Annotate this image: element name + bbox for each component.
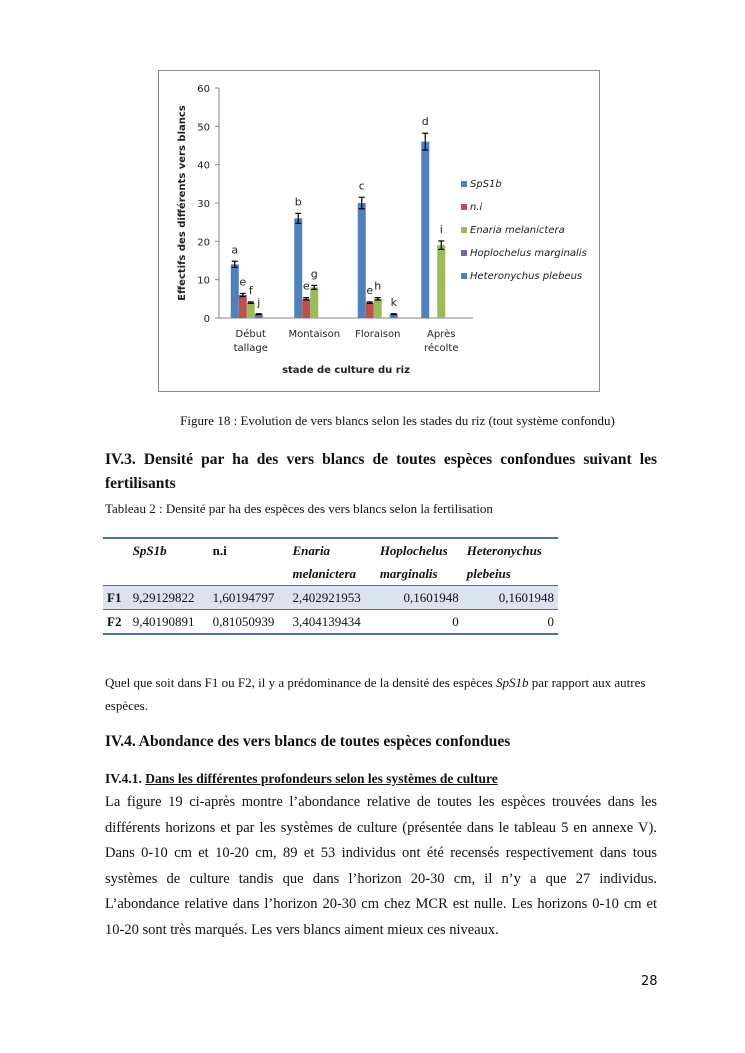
text: par rapport aux autres espèces. xyxy=(105,675,646,713)
bar-n-i xyxy=(302,299,310,318)
table-cell: 9,40190891 xyxy=(132,613,195,629)
legend-swatch xyxy=(461,181,467,187)
table-cell: 2,402921953 xyxy=(292,589,361,605)
text: Quel que soit dans F1 ou F2, il y a prédominance de la densité des espèces xyxy=(105,675,496,690)
legend-label: Enaria melanictera xyxy=(470,225,565,236)
significance-letter: a xyxy=(231,243,239,257)
chart-svg xyxy=(159,71,601,393)
significance-letter: i xyxy=(439,222,443,236)
table-cell: 0,81050939 xyxy=(212,613,275,629)
table-cell: 0,1601948 xyxy=(403,589,459,605)
significance-letter: e xyxy=(366,283,374,297)
table-cell: 0 xyxy=(452,613,459,629)
y-tick-label: 20 xyxy=(197,237,210,249)
legend-label: Hoplochelus marginalis xyxy=(470,248,587,259)
significance-letter: g xyxy=(310,267,318,281)
bar-sps1b xyxy=(231,264,239,318)
table-header-row-2 xyxy=(103,562,558,586)
col-header-ni: n.i xyxy=(212,542,227,558)
table-cell: 3,404139434 xyxy=(292,613,361,629)
section-heading-iv4: IV.4. Abondance des vers blancs de toutes espèces confondues xyxy=(105,733,511,750)
legend-swatch xyxy=(461,273,467,279)
bar-sps1b xyxy=(294,218,302,318)
table-cell: 0 xyxy=(547,613,554,629)
table-row xyxy=(103,586,558,610)
x-tick-label: récolte xyxy=(423,343,459,354)
x-tick-label: Montaison xyxy=(288,329,341,340)
significance-letter: b xyxy=(294,195,302,209)
y-tick-label: 0 xyxy=(203,314,210,325)
col-header-hoplochelus-2: marginalis xyxy=(379,565,438,581)
legend-swatch xyxy=(461,227,467,233)
table-cell: 1,60194797 xyxy=(212,589,275,605)
legend-swatch xyxy=(461,250,467,256)
col-header-enaria: Enaria xyxy=(292,542,331,558)
subsection-number: IV.4.1. xyxy=(105,771,146,786)
y-tick-label: 30 xyxy=(197,199,210,210)
bar-sps1b xyxy=(421,142,429,318)
table-cell: 9,29129822 xyxy=(132,589,195,605)
y-tick-label: 10 xyxy=(197,275,210,287)
significance-letter: k xyxy=(390,295,397,309)
bar-enaria-melanictera xyxy=(310,287,318,318)
density-table xyxy=(103,537,558,635)
col-header-sps1b: SpS1b xyxy=(132,542,167,558)
x-tick-label: Après xyxy=(427,329,456,340)
subsection-title: Dans les différentes profondeurs selon les systèmes de culture xyxy=(145,771,498,786)
table-caption: Tableau 2 : Densité par ha des espèces des vers blancs selon la fertilisation xyxy=(105,501,493,516)
paragraph-abundance: La figure 19 ci-après montre l’abondance relative de toutes les espèces trouvées dans les différents horizons et par les systèmes de culture (présentée dans le tableau 5 en annexe V). Dans 0-10 cm et 10-20 cm, 89 et 53 individus ont été recensés respectivement dans tous systèmes de culture tandis que dans l’horizon 20-30 cm, il n’y a que 27 individus. L’abondance relative dans l’horizon 20-30 cm chez MCR est nulle. Les horizons 0-10 cm et 10-20 sont très marqués. Les vers blancs aiment mieux ces niveaux. xyxy=(105,794,657,938)
x-tick-label: Floraison xyxy=(355,329,401,340)
significance-letter: h xyxy=(374,279,382,293)
section-heading-iv3: IV.3. Densité par ha des vers blancs de toutes espèces confondues suivant les xyxy=(105,451,657,468)
x-tick-label: Début xyxy=(235,329,266,340)
bar-n-i xyxy=(366,303,374,318)
table-cell: 0,1601948 xyxy=(498,589,554,605)
col-header-heteronychus: Heteronychus xyxy=(466,542,542,558)
x-tick-label: tallage xyxy=(233,343,268,354)
significance-letter: e xyxy=(302,279,310,293)
x-axis-title: stade de culture du riz xyxy=(282,365,410,376)
legend-label: n.i xyxy=(470,202,483,213)
row-label: F1 xyxy=(107,589,122,605)
page-number: 28 xyxy=(641,974,658,989)
species-name: SpS1b xyxy=(496,675,529,690)
bar-sps1b xyxy=(358,203,366,318)
bar-enaria-melanictera xyxy=(247,303,255,318)
table-row xyxy=(103,610,558,635)
row-label: F2 xyxy=(107,613,122,629)
col-header-heteronychus-2: plebeius xyxy=(466,565,511,581)
figure-18-chart xyxy=(158,70,600,392)
legend-label: SpS1b xyxy=(470,179,502,190)
significance-letter: f xyxy=(248,283,253,297)
bar-enaria-melanictera xyxy=(437,245,445,318)
paragraph-predominance xyxy=(105,671,657,717)
legend-swatch xyxy=(461,204,467,210)
col-header-hoplochelus: Hoplochelus xyxy=(379,542,448,558)
significance-letter: d xyxy=(421,115,429,129)
significance-letter: e xyxy=(239,275,247,289)
col-header-enaria-2: melanictera xyxy=(292,565,357,581)
section-heading-iv3-cont: fertilisants xyxy=(105,475,176,492)
table-header-row xyxy=(103,538,558,562)
y-tick-label: 50 xyxy=(197,122,210,134)
significance-letter: j xyxy=(257,295,261,309)
significance-letter: c xyxy=(358,179,365,193)
figure-caption: Figure 18 : Evolution de vers blancs selon les stades du riz (tout système confondu) xyxy=(180,413,615,428)
subsection-heading-iv41 xyxy=(105,771,498,787)
y-tick-label: 60 xyxy=(197,84,210,95)
legend-label: Heteronychus plebeus xyxy=(470,271,583,282)
y-axis-title: Effectifs des différents vers blancs xyxy=(177,105,188,301)
bar-enaria-melanictera xyxy=(374,299,382,318)
bar-n-i xyxy=(239,295,247,318)
y-tick-label: 40 xyxy=(197,160,210,172)
